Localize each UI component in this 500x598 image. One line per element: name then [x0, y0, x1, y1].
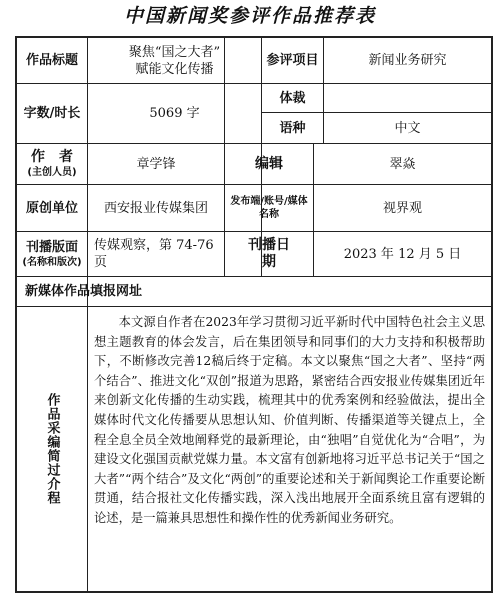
author-label-cell — [17, 144, 87, 184]
intro-label: 作品采编简过介程 — [44, 393, 60, 505]
author-label: 作 者 — [31, 149, 73, 165]
publisher-value: 视界观 — [382, 200, 422, 216]
publish-page-label: 刊播版面 — [25, 240, 78, 255]
category-label: 参评项目 — [266, 53, 319, 68]
recommendation-form-table — [15, 36, 493, 593]
word-count-value: 5069 字 — [149, 106, 200, 121]
language-value: 中文 — [394, 120, 421, 136]
word-count-label: 字数/时长 — [23, 106, 81, 121]
title-label: 作品标题 — [25, 53, 78, 68]
intro-label-cell — [17, 307, 87, 591]
publish-page-label-cell — [17, 232, 87, 276]
new-media-url-label: 新媒体作品填报网址 — [25, 284, 143, 299]
intro-text: 本文源自作者在2023年学习贯彻习近平新时代中国特色社会主义思想主题教育的体会发言，后在集团领导和同事们的大力支持和积极帮助下，不断修改完善12稿后终于定稿。本文以聚焦“国之大者”、坚持“两个结合”、推进文化“双创”报道为思路，紧密结合西安报业传媒集团近年来创新文化传播的生动实践，梳理其中的优秀案例和经验做法，提出全媒体时代文化传播要从思想认知、价值判断、传播渠道等关键点上，全程全息全员全效地阐释党的最新理论，由“独唱”自觉优化为“合唱”，为建设文化强国贡献党媒力量。本文富有创新地将习近平总书记关于“国之大者”“两个结合”及文化“两创”的重要论述和关于新闻舆论工作重要论断贯通，结合报社文化传播实践，深入浅出地展开全面系统且富有逻辑的论述，是一篇兼具思想性和操作性的优秀新闻业务研究。 — [94, 315, 485, 525]
publish-page-value: 传媒观察，第 74-76 页 — [94, 238, 214, 270]
genre-value — [324, 84, 491, 112]
title-value: 聚焦“国之大者” 赋能文化传播 — [128, 44, 221, 77]
publish-page-label-sub: (名称和版次) — [22, 257, 82, 268]
category-value: 新闻业务研究 — [368, 53, 447, 68]
author-label-sub: (主创人员) — [27, 167, 77, 178]
row-divider — [17, 306, 491, 307]
page-title: 中国新闻奖参评作品推荐表 — [123, 5, 376, 27]
editor-value: 翠焱 — [389, 156, 416, 172]
author-value: 章学锋 — [136, 156, 176, 172]
language-label: 语种 — [279, 120, 306, 136]
publish-date-label: 刊播日期 — [248, 237, 290, 270]
origin-unit-label: 原创单位 — [25, 200, 78, 216]
publish-date-value: 2023 年 12 月 5 日 — [343, 246, 462, 262]
origin-unit-value: 西安报业传媒集团 — [103, 200, 208, 216]
editor-label: 编辑 — [255, 155, 283, 172]
genre-label: 体裁 — [279, 90, 306, 106]
publisher-label: 发布端/账号/媒体名称 — [230, 196, 308, 220]
